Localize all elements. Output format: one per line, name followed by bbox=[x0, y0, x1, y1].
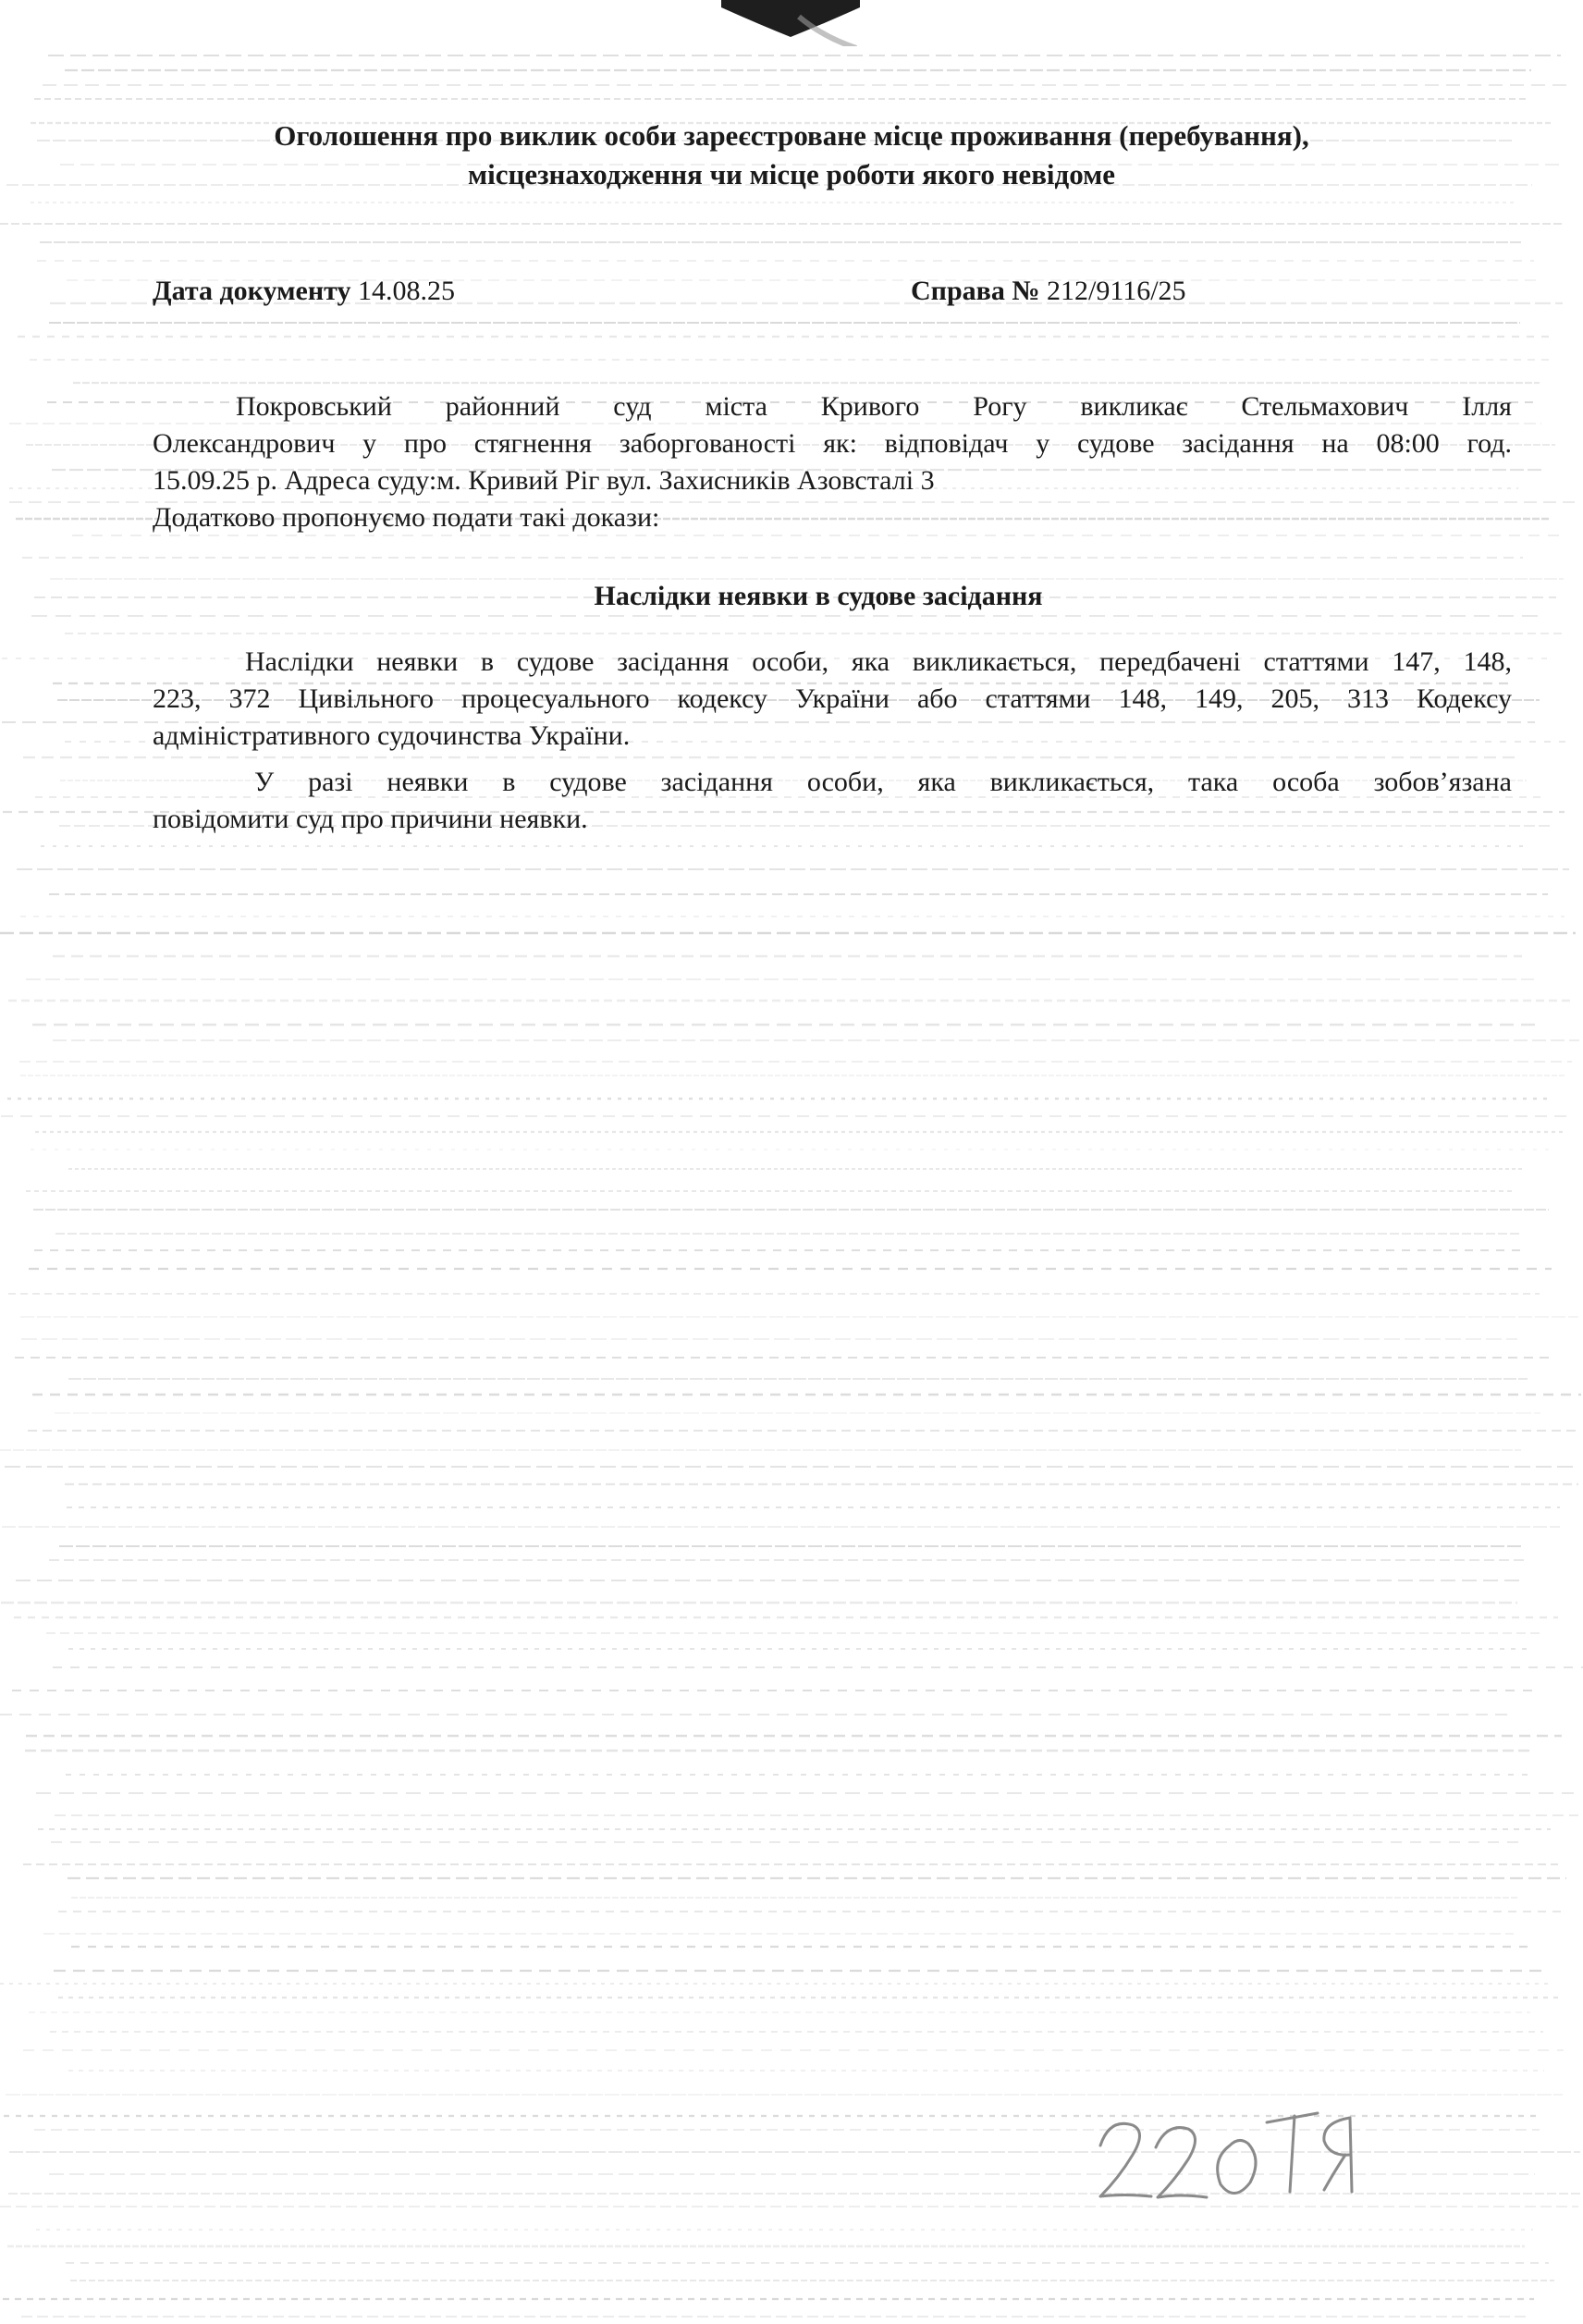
consequences-p1-line-3: адміністративного судочинства України. bbox=[153, 720, 631, 751]
consequences-heading: Наслідки неявки в судове засідання bbox=[594, 581, 1043, 611]
summons-line-2: Олександрович у про стягнення заборгованості як: відповідач у судове засідання на 08:00 год. bbox=[153, 428, 1512, 459]
case-number-label: Справа № bbox=[911, 276, 1040, 306]
consequences-p1-line-2: 223, 372 Цивільного процесуального кодексу України або статтями 148, 149, 205, 313 Кодексу bbox=[153, 683, 1512, 714]
handwritten-note-mark bbox=[1082, 2090, 1396, 2229]
summons-line-3: 15.09.25 р. Адреса суду:м. Кривий Ріг вул. Захисників Азовсталі 3 bbox=[153, 465, 935, 496]
summons-line-4: Додатково пропонуємо подати такі докази: bbox=[153, 502, 660, 533]
case-number bbox=[911, 276, 1186, 307]
consequences-p2-line-2: повідомити суд про причини неявки. bbox=[153, 804, 588, 834]
case-number-value: 212/9116/25 bbox=[1046, 276, 1186, 306]
document-date bbox=[153, 276, 455, 307]
consequences-p2-line-1: У разі неявки в судове засідання особи, яка викликається, така особа зобов’язана bbox=[254, 767, 1512, 797]
document-title-line-2: місцезнаходження чи місце роботи якого невідоме bbox=[467, 158, 1116, 191]
document-title-line-1: Оголошення про виклик особи зареєстроване місце проживання (перебування), bbox=[274, 119, 1309, 152]
document-date-label: Дата документу bbox=[153, 276, 351, 306]
summons-line-1: Покровський районний суд міста Кривого Рогу викликає Стельмахович Ілля bbox=[236, 391, 1512, 422]
document-date-value: 14.08.25 bbox=[357, 276, 455, 306]
consequences-p1-line-1: Наслідки неявки в судове засідання особи, яка викликається, передбачені статтями 147, 148, bbox=[245, 646, 1512, 677]
